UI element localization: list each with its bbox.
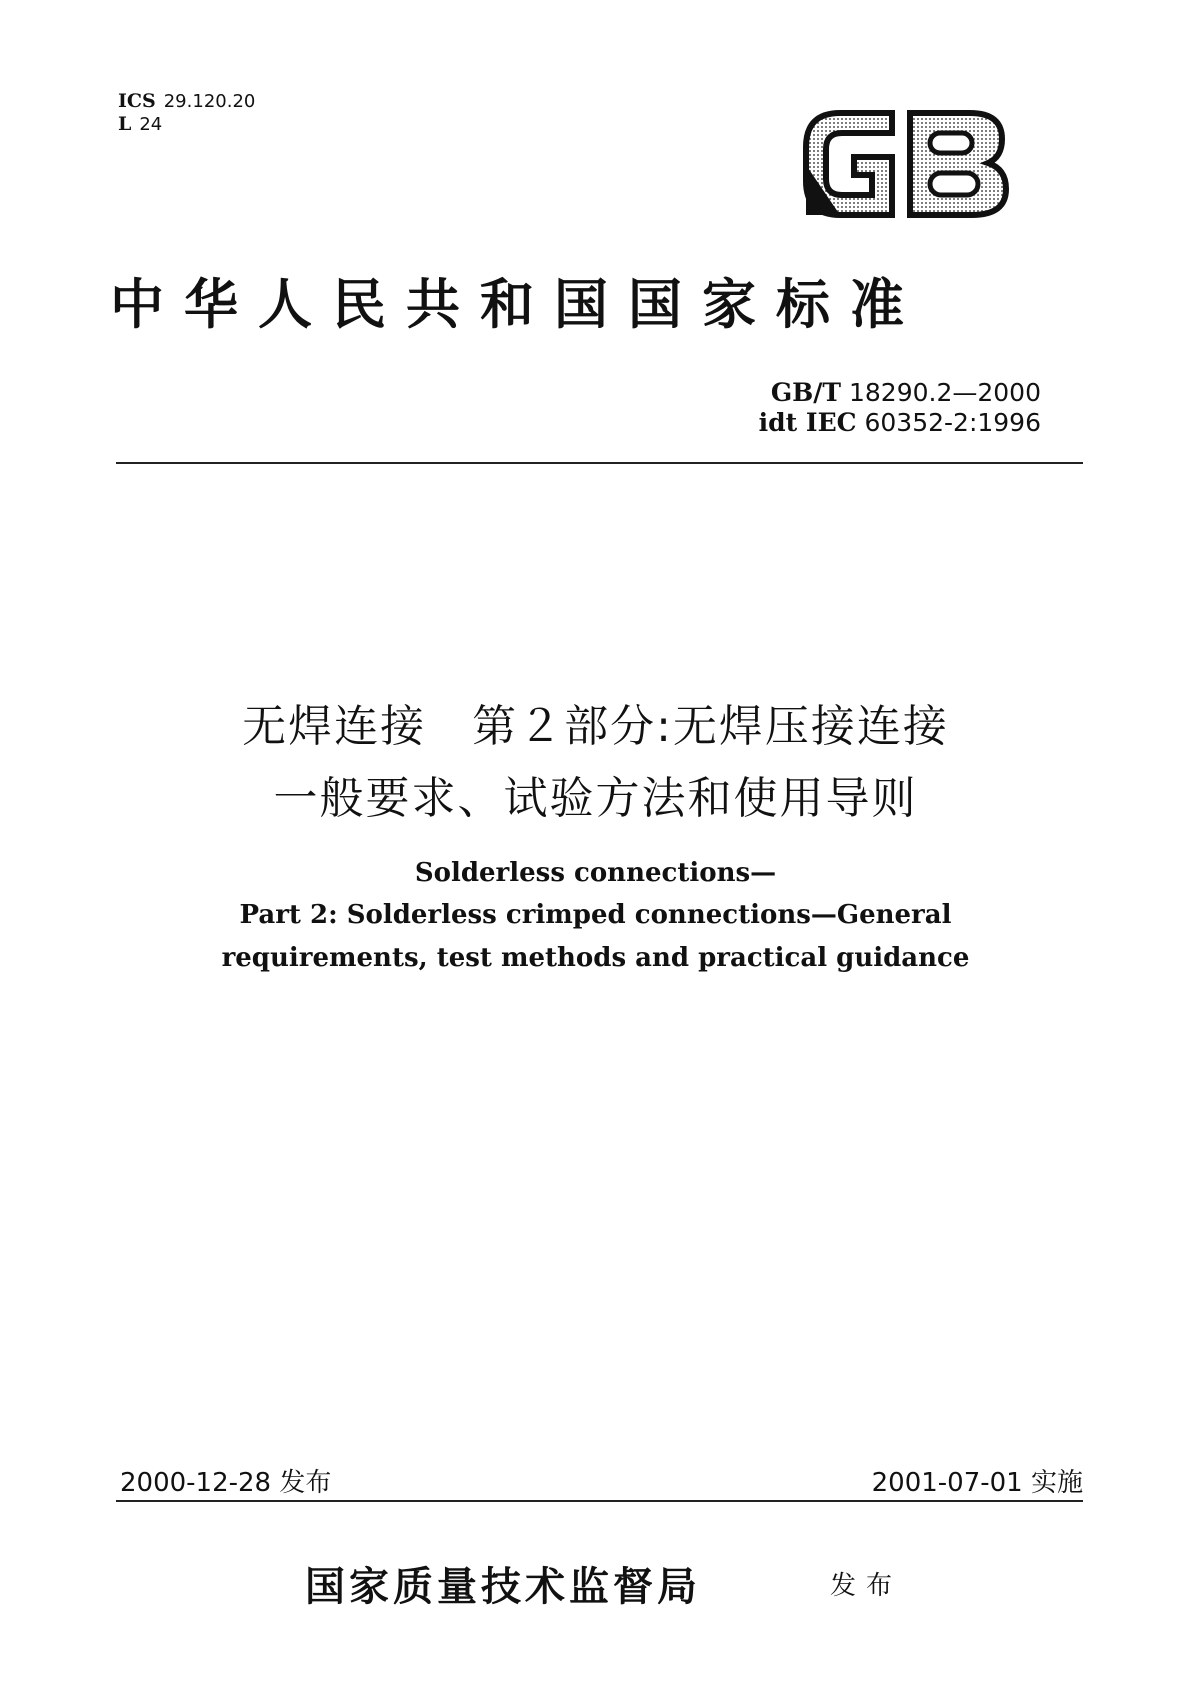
standard-code-number: 18290.2—2000 <box>848 378 1041 407</box>
gb-logo <box>800 105 1012 223</box>
issue-date: 2000-12-28 发布 <box>120 1468 332 1498</box>
classification-codes <box>118 90 255 136</box>
ics-code: 29.120.20 <box>163 91 256 112</box>
effective-date: 2001-07-01 实施 <box>871 1468 1083 1498</box>
ccs-label: L <box>118 113 132 135</box>
standard-code-label: GB/T <box>770 378 842 407</box>
publisher-name: 国家质量技术监督局 <box>305 1563 701 1610</box>
bottom-divider <box>116 1500 1083 1502</box>
chinese-title-line-1: 无焊连接 第２部分:无焊压接连接 <box>242 701 949 752</box>
equivalent-standard-line <box>759 408 1041 438</box>
ccs-line <box>118 113 255 136</box>
equivalent-label: idt IEC <box>758 408 857 437</box>
chinese-title-line-2: 一般要求、试验方法和使用导则 <box>273 773 918 824</box>
equivalent-number: 60352-2:1996 <box>864 408 1041 437</box>
main-title: 中华人民共和国国家标准 <box>110 272 924 336</box>
standard-number-block <box>759 378 1041 438</box>
english-title-line-3: requirements, test methods and practical guidance <box>221 943 970 973</box>
english-title-line-1: Solderless connections— <box>414 858 777 888</box>
top-divider <box>116 462 1083 464</box>
standard-code-line <box>759 378 1041 408</box>
ccs-code: 24 <box>139 114 163 135</box>
ics-line <box>118 90 255 113</box>
ics-label: ICS <box>118 90 156 112</box>
english-title-line-2: Part 2: Solderless crimped connections—General <box>239 900 952 930</box>
publish-verb: 发布 <box>830 1571 903 1601</box>
